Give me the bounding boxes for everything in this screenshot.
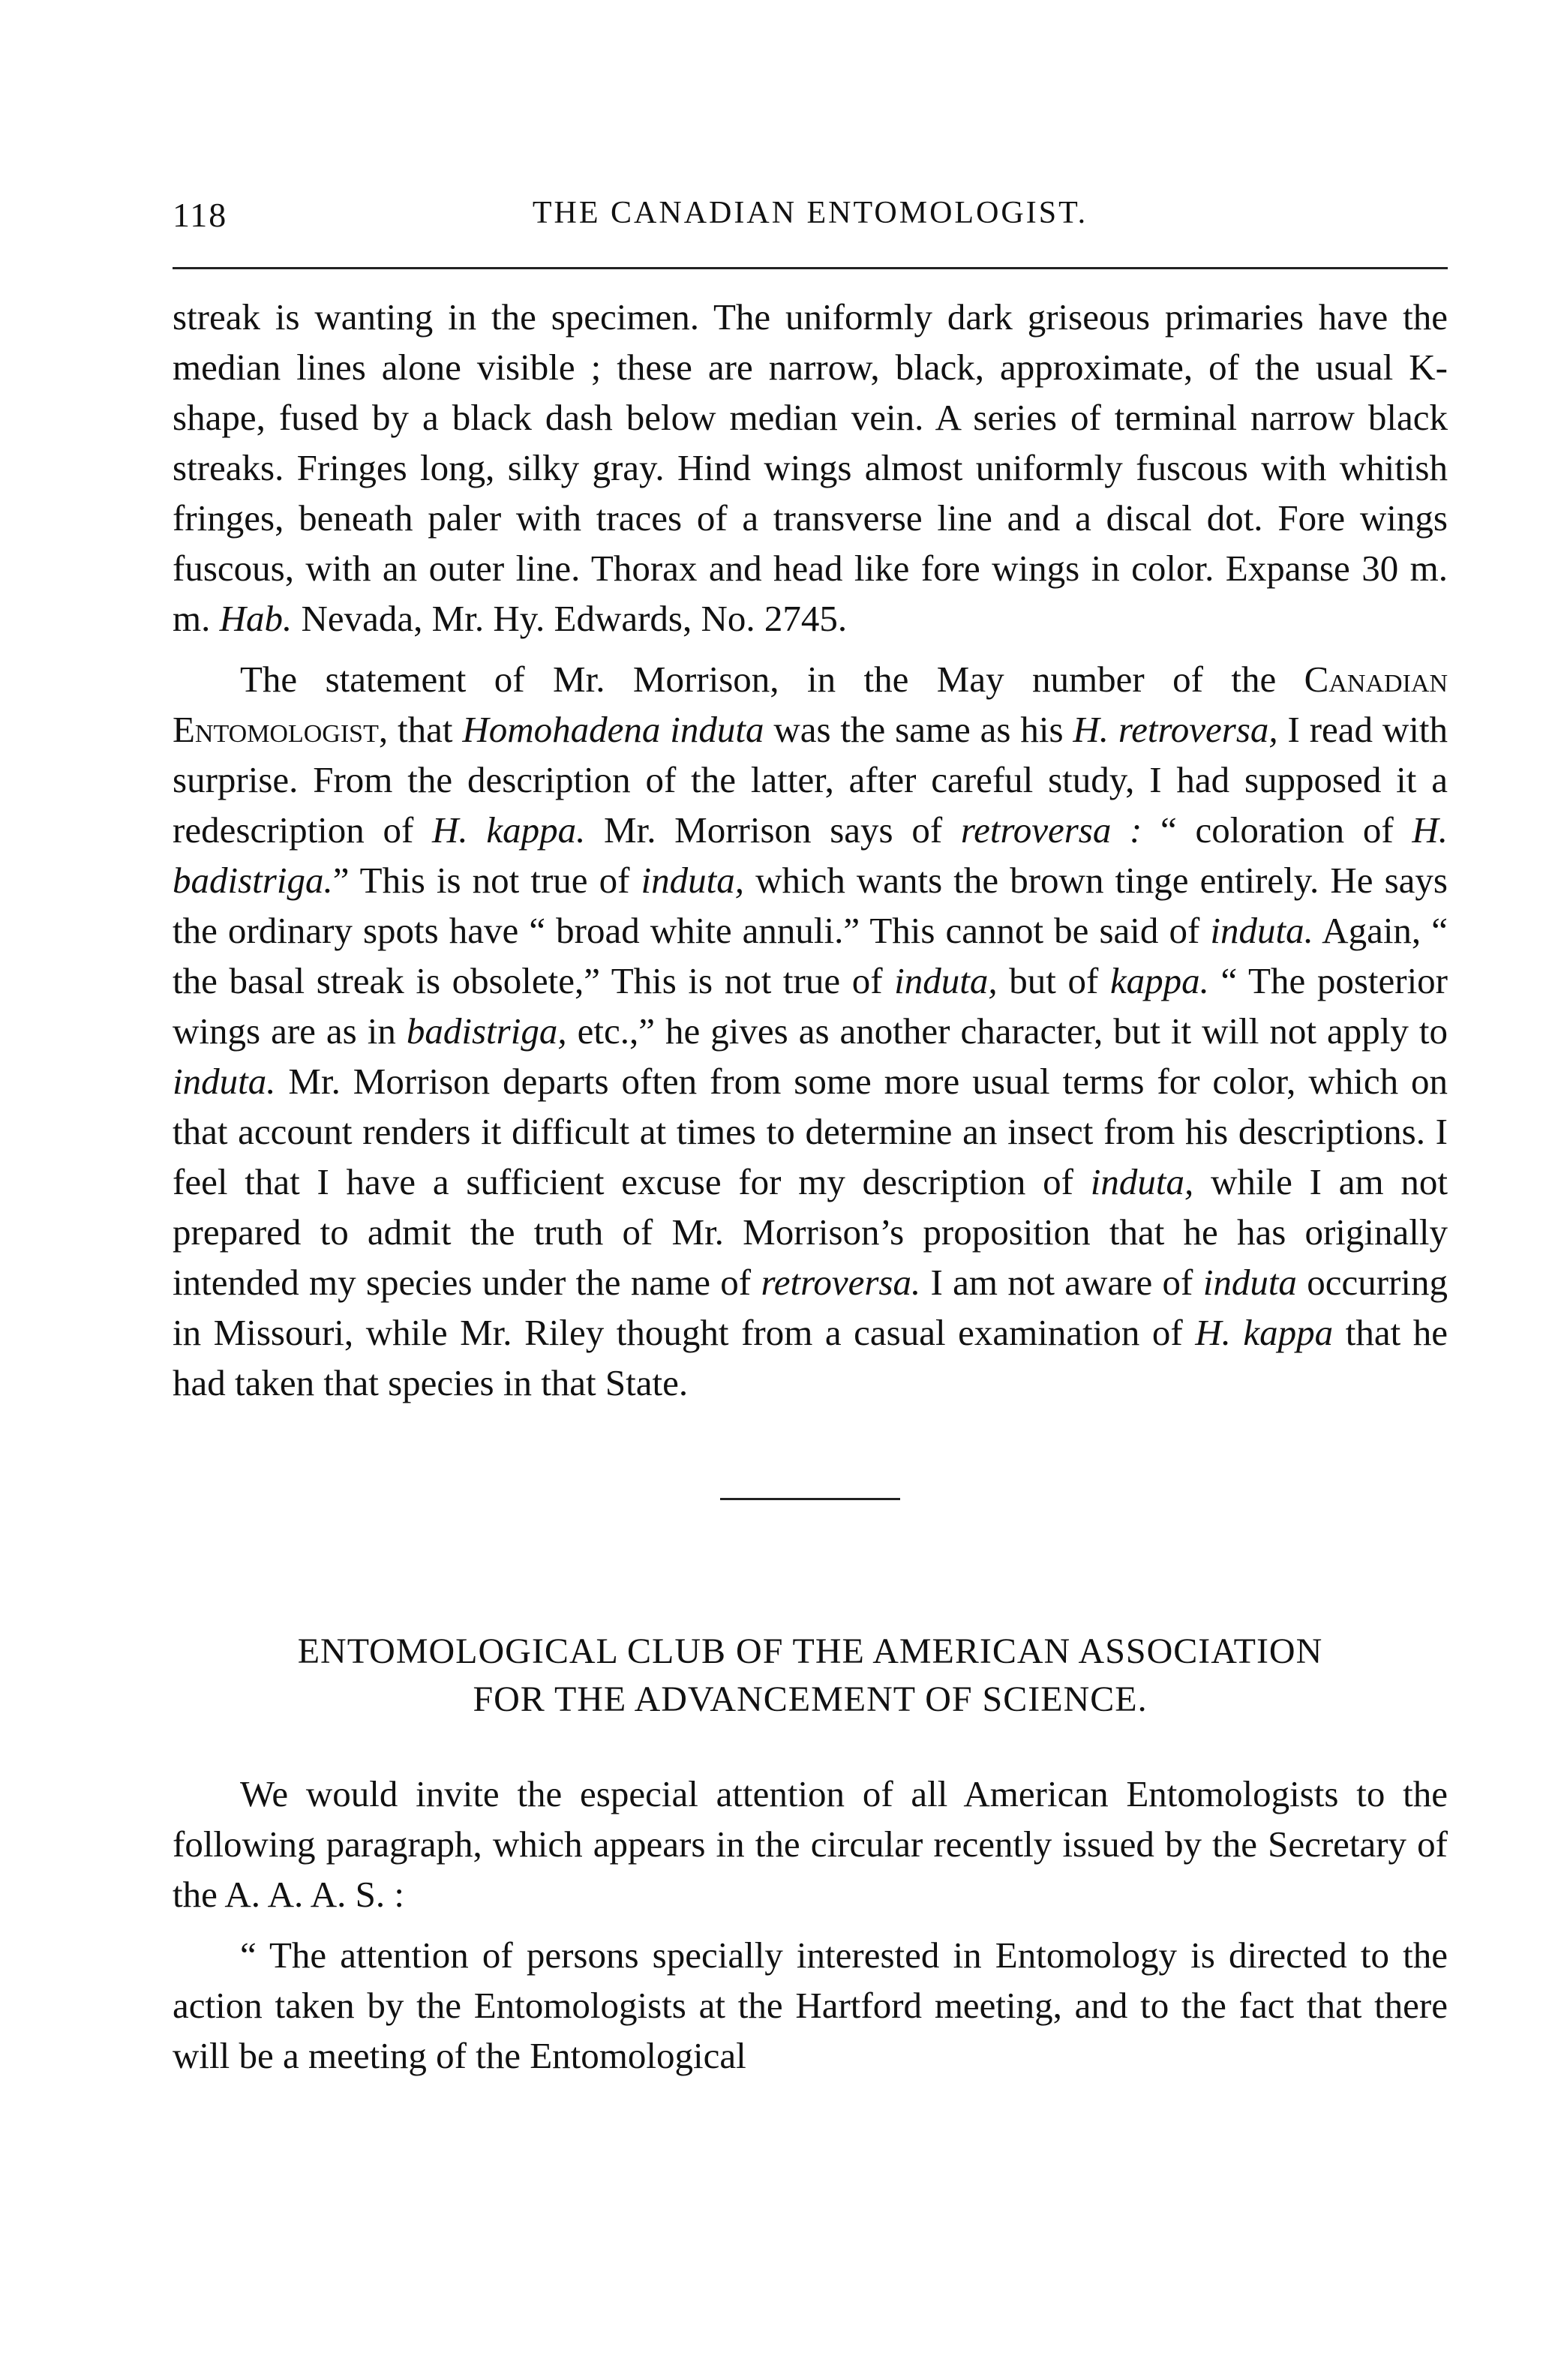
paragraph-specimen-description: streak is wanting in the specimen. The uniformly dark griseous primaries have the median lines alone visible ; these are narrow, black, approximate, of the usual K-shape, fused by a black dash below median vein. A series of terminal narrow black streaks. Fringes long, silky gray. Hind wings almost uniformly fuscous with whitish fringes, beneath paler with traces of a transverse line and a discal dot. Fore wings fuscous, with an outer line. Thorax and head like fore wings in color. Expanse 30 m. m. Hab. Nevada, Mr. Hy. Edwards, No. 2745. — [173, 296, 1448, 639]
header-rule — [173, 267, 1448, 269]
species-name: induta, — [1090, 1161, 1194, 1202]
species-name: Homohadena induta — [462, 709, 764, 750]
species-name: induta, — [894, 960, 998, 1001]
species-name: H. kappa. — [432, 809, 586, 851]
section-title-line: FOR THE ADVANCEMENT OF SCIENCE. — [473, 1679, 1148, 1719]
paragraph-invitation: We would invite the especial attention of all American Entomologists to the following paragraph, which appears in the circular recently issued by the Secretary of the A. A. A. S. : — [173, 1773, 1448, 1915]
species-name: induta. — [1210, 910, 1313, 951]
species-name: induta, — [641, 860, 744, 901]
species-name: induta — [1202, 1262, 1297, 1303]
species-name: H. kappa — [1195, 1312, 1334, 1353]
habitat-label: Hab. — [219, 598, 293, 639]
section-title-line: ENTOMOLOGICAL CLUB OF THE AMERICAN ASSOCIATION — [297, 1631, 1323, 1671]
species-name: induta. — [173, 1061, 276, 1102]
paragraph-morrison-statement: The statement of Mr. Morrison, in the May number of the Canadian Entomologist, that Homohadena induta was the same as his H. retroversa, I read with surprise. From the description of the latter, after careful study, I had supposed it a redescription of H. kappa. Mr. Morrison says of retroversa : “ coloration of H. badistriga.” This is not true of induta, which wants the brown tinge entirely. He says the ordinary spots have “ broad white annuli.” This cannot be said of induta. Again, “ the basal streak is obsolete,” This is not true of induta, but of kappa. “ The posterior wings are as in badistriga, etc.,” he gives as another character, but it will not apply to induta. Mr. Morrison departs often from some more usual terms for color, which on that account renders it difficult at times to determine an insect from his descriptions. I feel that I have a sufficient excuse for my description of induta, while I am not prepared to admit the truth of Mr. Morrison’s proposition that he has originally intended my species under the name of retroversa. I am not aware of induta occurring in Missouri, while Mr. Riley thought from a casual examination of H. kappa that he had taken that species in that State. — [173, 659, 1448, 1403]
species-name: badistriga, — [406, 1010, 567, 1052]
journal-name: Canadian Entomologist — [173, 659, 1448, 750]
section-divider — [720, 1498, 900, 1500]
page-number: 118 — [173, 196, 228, 234]
species-name: H. retroversa, — [1073, 709, 1278, 750]
species-name: retroversa : — [960, 809, 1142, 851]
running-head — [173, 180, 1448, 240]
species-name: retroversa. — [761, 1262, 921, 1303]
species-name: kappa. — [1109, 960, 1209, 1001]
document-page — [173, 180, 1448, 2081]
paragraph-quotation: “ The attention of persons specially interested in Entomology is directed to the action taken by the Entomologists at the Hartford meeting, and to the fact that there will be a meeting of the Entomological — [173, 1934, 1448, 2076]
section-title — [173, 1628, 1448, 1724]
journal-title: THE CANADIAN ENTOMOLOGIST. — [532, 196, 1088, 230]
species-name: H. badistriga. — [173, 809, 1448, 901]
